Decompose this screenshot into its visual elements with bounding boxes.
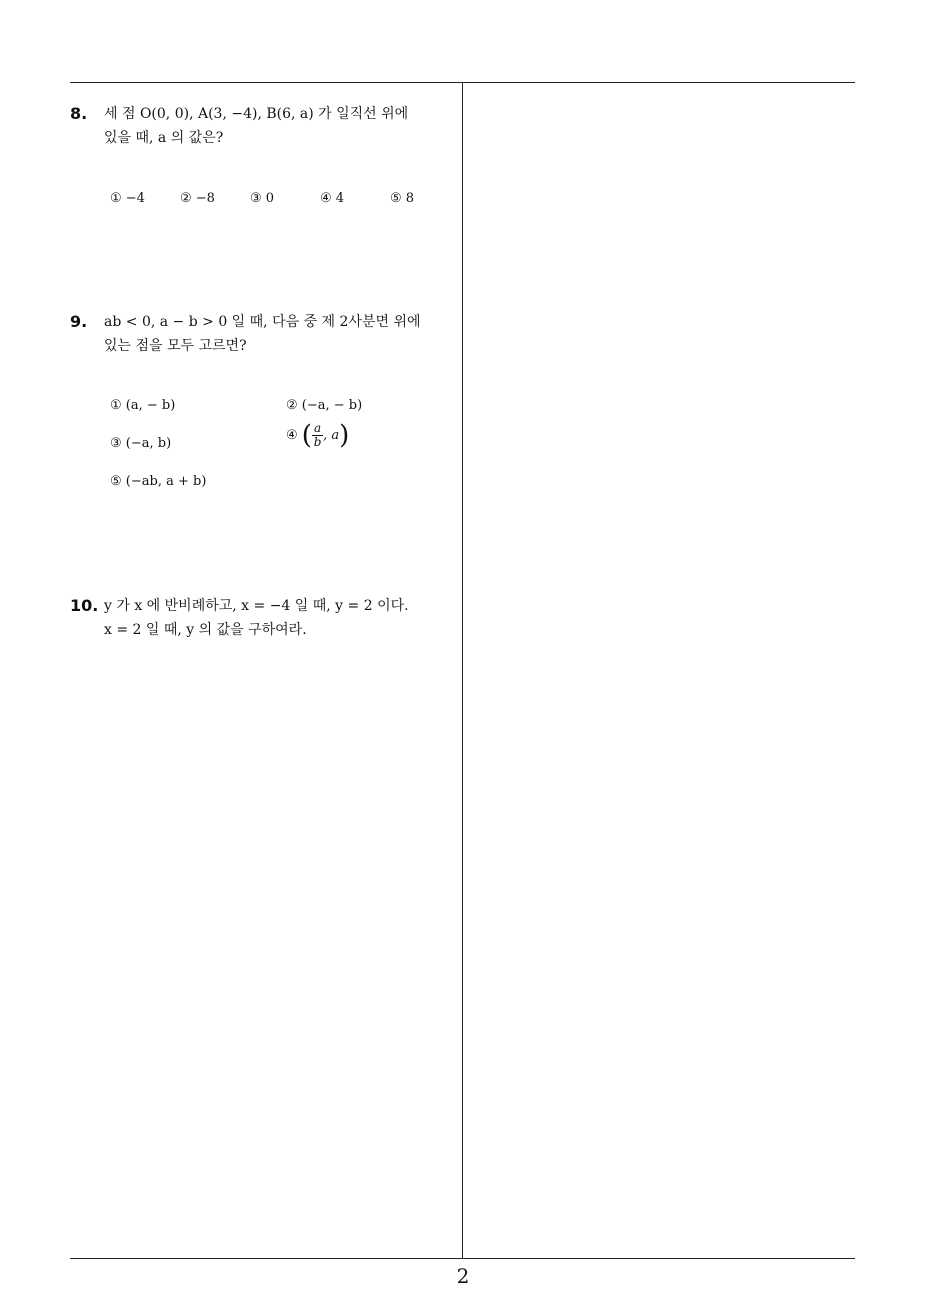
choice-3[interactable]: ③ 0 (250, 191, 275, 206)
choice-2[interactable]: ② −8 (180, 191, 215, 206)
choice-list (110, 187, 450, 211)
choice-marker: ④ (286, 428, 298, 443)
question-text (104, 102, 458, 150)
choice-rest: , a (323, 428, 340, 443)
left-paren: ( (301, 420, 312, 451)
choice-5[interactable]: ⑤ (−ab, a + b) (110, 474, 207, 489)
fraction-denominator: b (313, 435, 322, 449)
choice-1[interactable]: ① (a, − b) (110, 398, 176, 413)
choice-2[interactable]: ② (−a, − b) (286, 398, 363, 413)
fraction-numerator: a (313, 421, 322, 435)
choice-list (110, 394, 450, 494)
choice-5[interactable]: ⑤ 8 (390, 191, 415, 206)
question-line: 있을 때, a 의 값은? (104, 130, 224, 146)
choice-3[interactable]: ③ (−a, b) (110, 436, 172, 451)
question-8 (70, 102, 458, 222)
choice-4[interactable] (286, 422, 349, 449)
right-paren: ) (339, 420, 350, 451)
fraction (312, 422, 323, 449)
question-text (104, 594, 458, 642)
page-number: 2 (456, 1264, 470, 1288)
question-line: ab < 0, a − b > 0 일 때, 다음 중 제 2사분면 위에 (104, 314, 421, 330)
column-divider (462, 82, 463, 1259)
question-number: 9. (70, 312, 88, 331)
question-line: y 가 x 에 반비례하고, x = −4 일 때, y = 2 이다. (104, 598, 409, 614)
question-number: 10. (70, 596, 99, 615)
question-9 (70, 310, 458, 500)
choice-1[interactable]: ① −4 (110, 191, 145, 206)
question-10 (70, 594, 458, 654)
bottom-rule (70, 1258, 855, 1259)
question-line: 세 점 O(0, 0), A(3, −4), B(6, a) 가 일직선 위에 (104, 106, 409, 122)
question-number: 8. (70, 104, 88, 123)
question-line: x = 2 일 때, y 의 값을 구하여라. (104, 622, 307, 638)
choice-4[interactable]: ④ 4 (320, 191, 345, 206)
question-text (104, 310, 458, 358)
question-line: 있는 점을 모두 고르면? (104, 338, 247, 354)
